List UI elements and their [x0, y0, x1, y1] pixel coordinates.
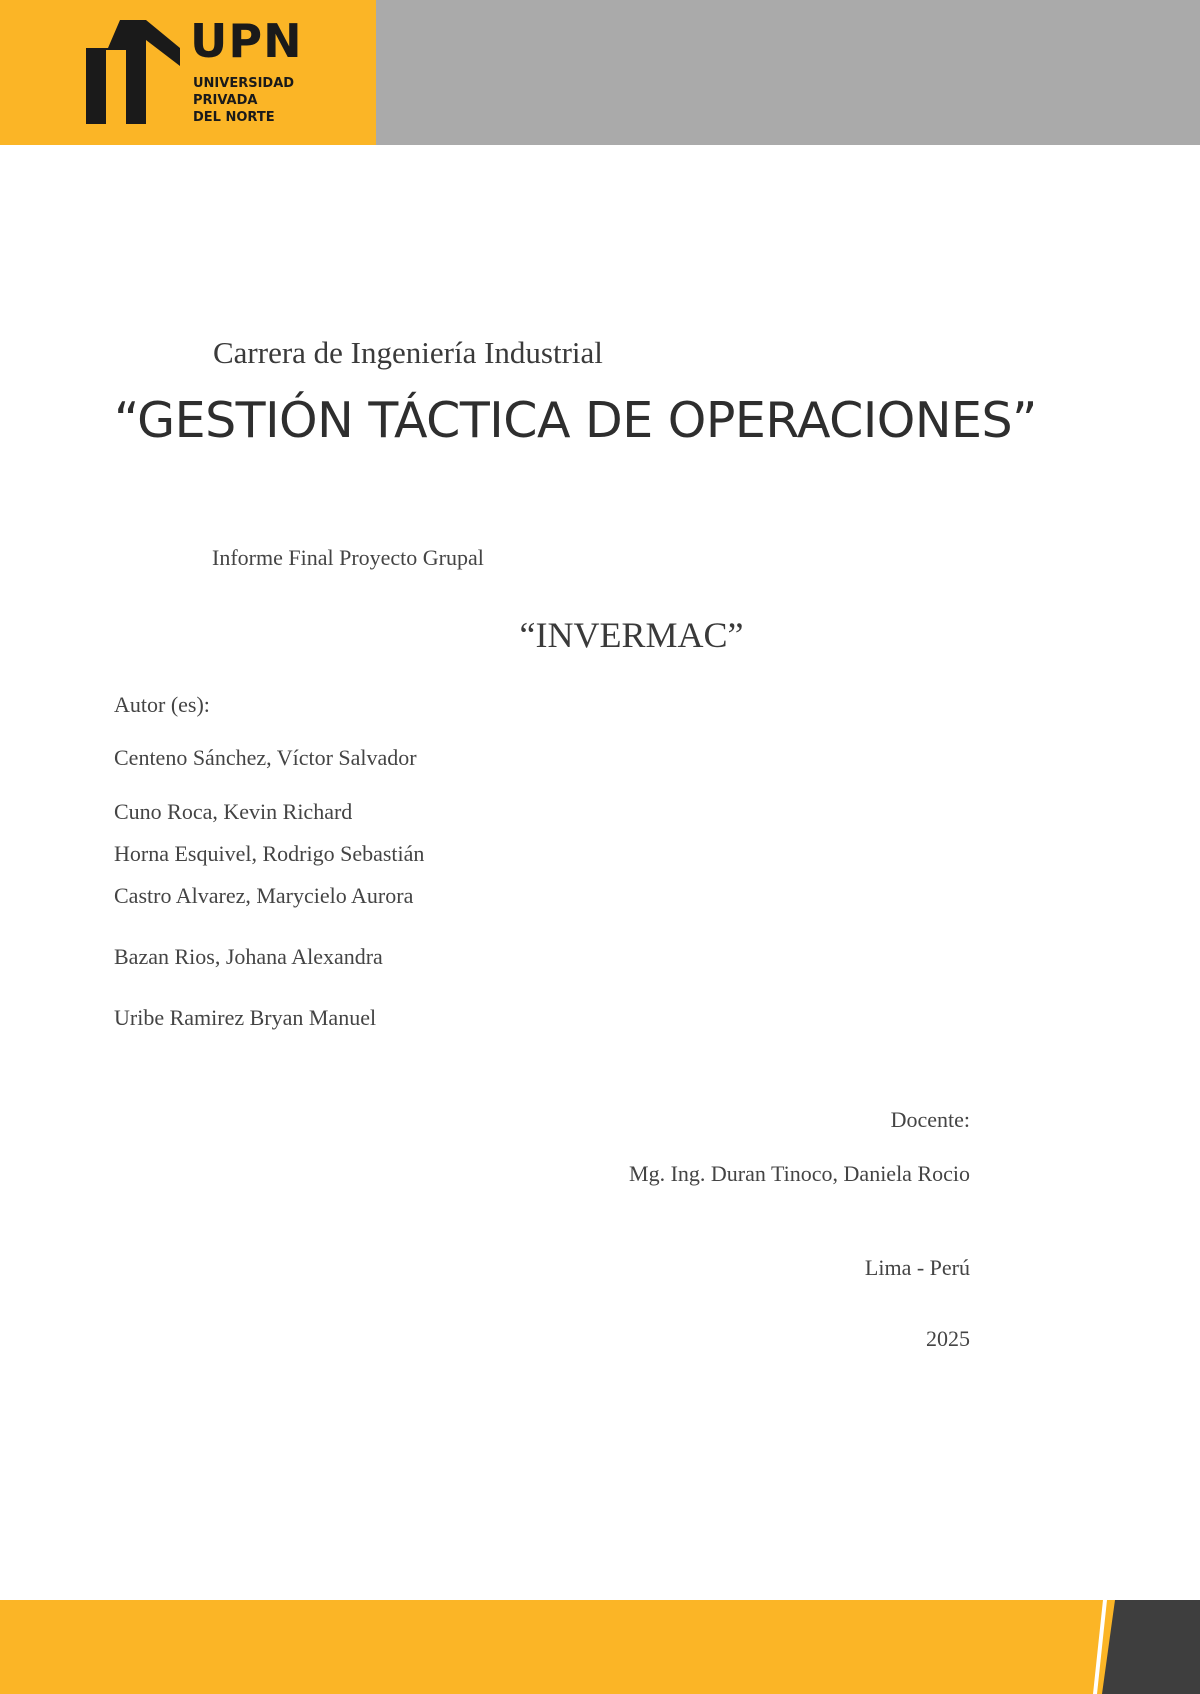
logo-line: UNIVERSIDAD [193, 76, 295, 91]
course-title: “GESTIÓN TÁCTICA DE OPERACIONES” [114, 392, 1037, 449]
upn-arrow-icon [86, 20, 182, 124]
year: 2025 [926, 1326, 970, 1351]
authors-label: Autor (es): [114, 692, 210, 717]
teacher-name: Mg. Ing. Duran Tinoco, Daniela Rocio [629, 1161, 970, 1186]
header-gray-band [376, 0, 1200, 145]
logo-upn-text: UPN [190, 14, 303, 68]
location: Lima - Perú [864, 1255, 970, 1280]
footer-dark-corner [1102, 1600, 1200, 1694]
career-heading: Carrera de Ingeniería Industrial [213, 335, 603, 370]
author-item: Horna Esquivel, Rodrigo Sebastián [114, 841, 425, 866]
upn-logo [86, 14, 306, 126]
author-item: Bazan Rios, Johana Alexandra [114, 944, 383, 969]
logo-line: PRIVADA [193, 93, 258, 108]
author-item: Centeno Sánchez, Víctor Salvador [114, 745, 417, 770]
author-item: Castro Alvarez, Marycielo Aurora [114, 883, 414, 908]
author-item: Cuno Roca, Kevin Richard [114, 799, 353, 824]
report-type: Informe Final Proyecto Grupal [212, 545, 484, 570]
project-name: “INVERMAC” [519, 615, 744, 655]
author-item: Uribe Ramirez Bryan Manuel [114, 1005, 377, 1030]
teacher-label: Docente: [890, 1107, 970, 1132]
logo-line: DEL NORTE [193, 110, 275, 125]
logo-subtitle [193, 75, 294, 126]
footer-yellow-band [0, 1600, 1200, 1694]
